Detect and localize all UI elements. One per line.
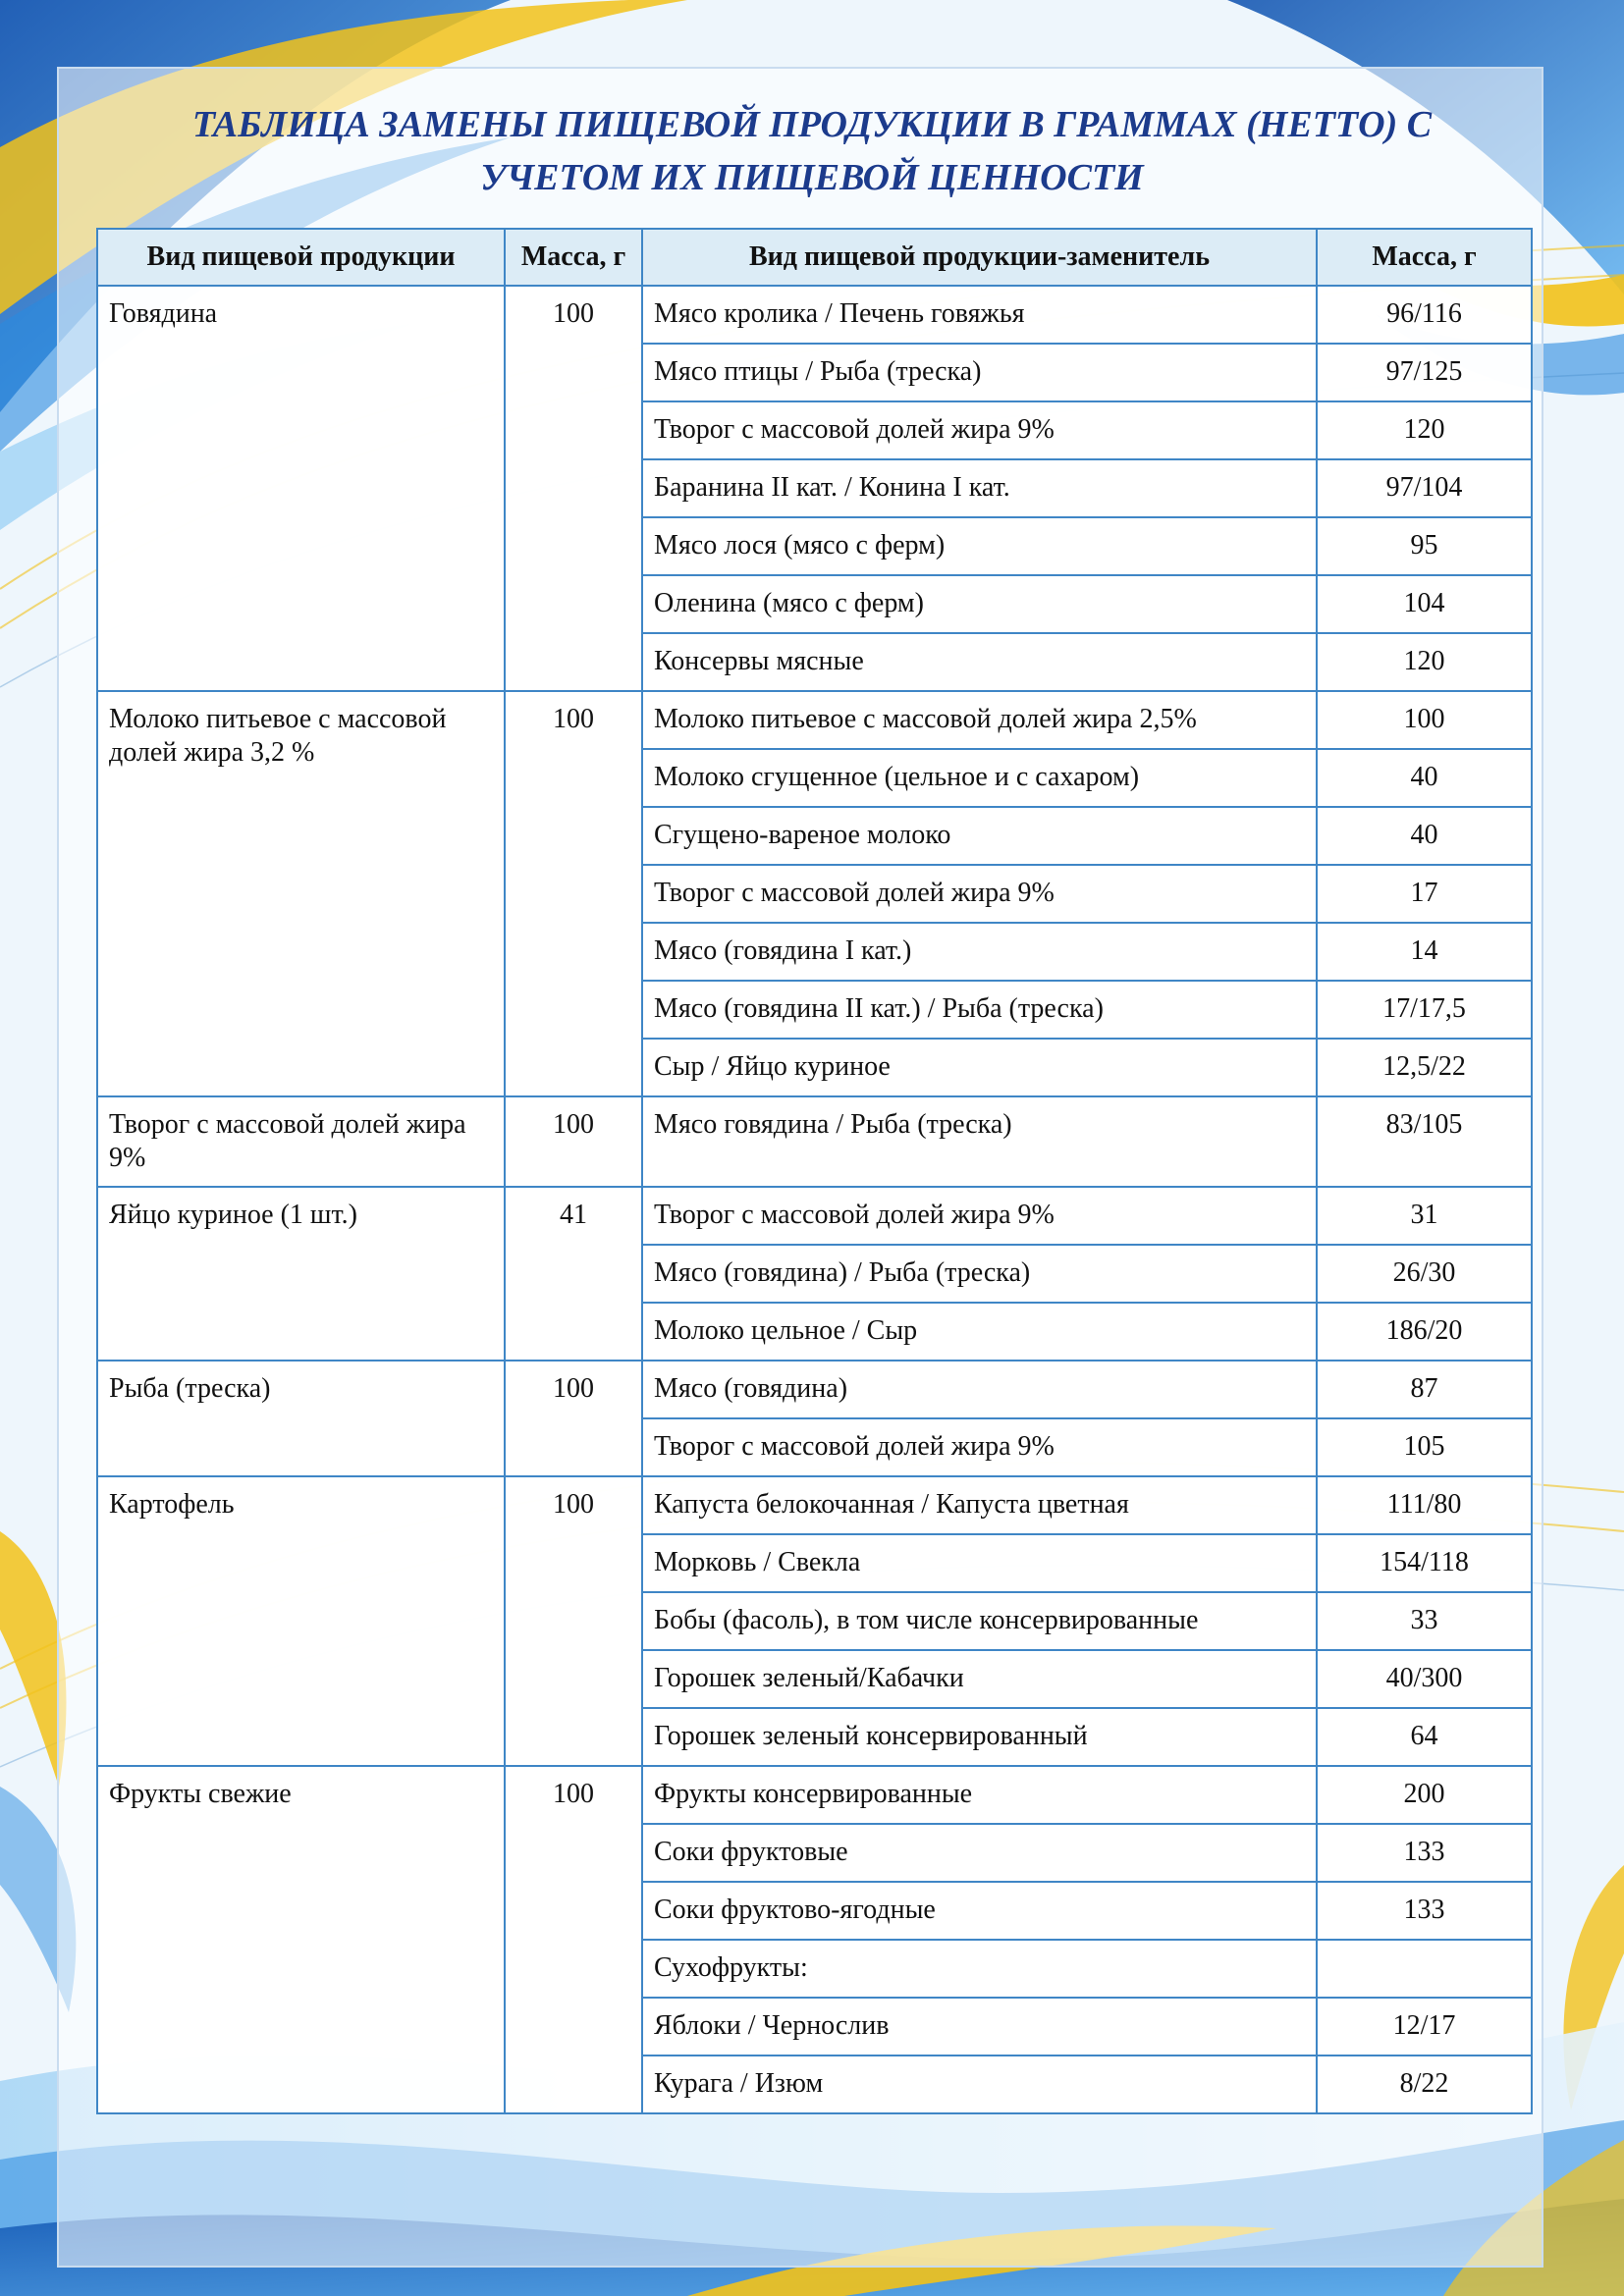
title-line-2: УЧЕТОМ ИХ ПИЩЕВОЙ ЦЕННОСТИ: [480, 157, 1144, 198]
substitute-mass-cell: 111/80: [1317, 1476, 1532, 1534]
substitute-name-cell: Молоко сгущенное (цельное и с сахаром): [642, 749, 1317, 807]
substitute-name-cell: Баранина II кат. / Конина I кат.: [642, 459, 1317, 517]
substitute-mass-cell: 120: [1317, 401, 1532, 459]
substitute-mass-cell: 31: [1317, 1187, 1532, 1245]
product-cell: Молоко питьевое с массовой долей жира 3,2 %: [97, 691, 505, 1096]
substitute-mass-cell: 26/30: [1317, 1245, 1532, 1303]
substitute-name-cell: Сгущено-вареное молоко: [642, 807, 1317, 865]
substitute-mass-cell: 40: [1317, 807, 1532, 865]
page-title: [98, 98, 1526, 204]
product-mass-cell: 41: [505, 1187, 642, 1361]
substitute-name-cell: Молоко цельное / Сыр: [642, 1303, 1317, 1361]
substitute-name-cell: Консервы мясные: [642, 633, 1317, 691]
substitute-name-cell: Мясо (говядина): [642, 1361, 1317, 1418]
substitute-name-cell: Бобы (фасоль), в том числе консервированные: [642, 1592, 1317, 1650]
product-mass-cell: 100: [505, 1096, 642, 1187]
product-mass-cell: 100: [505, 1361, 642, 1476]
substitute-name-cell: Творог с массовой долей жира 9%: [642, 1187, 1317, 1245]
substitute-name-cell: Горошек зеленый консервированный: [642, 1708, 1317, 1766]
substitute-name-cell: Оленина (мясо с ферм): [642, 575, 1317, 633]
substitute-mass-cell: 64: [1317, 1708, 1532, 1766]
title-line-1: ТАБЛИЦА ЗАМЕНЫ ПИЩЕВОЙ ПРОДУКЦИИ В ГРАММАХ (НЕТТО) С: [191, 104, 1433, 145]
substitute-name-cell: Мясо лося (мясо с ферм): [642, 517, 1317, 575]
table-row: [97, 1361, 1532, 1418]
header-substitute-mass: Масса, г: [1317, 229, 1532, 286]
substitute-mass-cell: 104: [1317, 575, 1532, 633]
substitute-name-cell: Творог с массовой долей жира 9%: [642, 401, 1317, 459]
table-row: [97, 1096, 1532, 1187]
substitute-mass-cell: 17/17,5: [1317, 981, 1532, 1039]
substitute-name-cell: Горошек зеленый/Кабачки: [642, 1650, 1317, 1708]
substitute-mass-cell: 96/116: [1317, 286, 1532, 344]
substitute-mass-cell: 154/118: [1317, 1534, 1532, 1592]
substitute-mass-cell: 200: [1317, 1766, 1532, 1824]
product-cell: Фрукты свежие: [97, 1766, 505, 2113]
substitute-name-cell: Сухофрукты:: [642, 1940, 1317, 1998]
substitute-mass-cell: 12,5/22: [1317, 1039, 1532, 1096]
substitution-table: [96, 228, 1533, 2114]
substitute-mass-cell: 8/22: [1317, 2056, 1532, 2113]
substitute-mass-cell: 100: [1317, 691, 1532, 749]
substitute-name-cell: Сыр / Яйцо куриное: [642, 1039, 1317, 1096]
product-cell: Яйцо куриное (1 шт.): [97, 1187, 505, 1361]
substitute-mass-cell: 40/300: [1317, 1650, 1532, 1708]
substitute-mass-cell: 33: [1317, 1592, 1532, 1650]
substitute-mass-cell: 17: [1317, 865, 1532, 923]
table-row: [97, 691, 1532, 749]
substitute-name-cell: Курага / Изюм: [642, 2056, 1317, 2113]
substitute-mass-cell: 133: [1317, 1882, 1532, 1940]
product-mass-cell: 100: [505, 286, 642, 691]
table-header-row: [97, 229, 1532, 286]
substitute-name-cell: Соки фруктово-ягодные: [642, 1882, 1317, 1940]
substitute-mass-cell: 83/105: [1317, 1096, 1532, 1187]
substitute-name-cell: Соки фруктовые: [642, 1824, 1317, 1882]
substitute-mass-cell: 95: [1317, 517, 1532, 575]
product-mass-cell: 100: [505, 1766, 642, 2113]
table-row: [97, 286, 1532, 344]
substitute-mass-cell: 14: [1317, 923, 1532, 981]
table-row: [97, 1766, 1532, 1824]
substitute-mass-cell: 105: [1317, 1418, 1532, 1476]
substitute-name-cell: Мясо (говядина) / Рыба (треска): [642, 1245, 1317, 1303]
substitute-name-cell: Молоко питьевое с массовой долей жира 2,5%: [642, 691, 1317, 749]
substitute-name-cell: Творог с массовой долей жира 9%: [642, 865, 1317, 923]
substitute-mass-cell: 87: [1317, 1361, 1532, 1418]
product-cell: Картофель: [97, 1476, 505, 1766]
table-row: [97, 1476, 1532, 1534]
substitute-mass-cell: 12/17: [1317, 1998, 1532, 2056]
substitute-mass-cell: 97/104: [1317, 459, 1532, 517]
substitution-table-container: [96, 228, 1531, 2114]
product-cell: Говядина: [97, 286, 505, 691]
substitute-mass-cell: 40: [1317, 749, 1532, 807]
header-substitute: Вид пищевой продукции-заменитель: [642, 229, 1317, 286]
product-cell: Творог с массовой долей жира 9%: [97, 1096, 505, 1187]
product-cell: Рыба (треска): [97, 1361, 505, 1476]
substitute-mass-cell: 97/125: [1317, 344, 1532, 401]
substitute-mass-cell: [1317, 1940, 1532, 1998]
substitute-name-cell: Фрукты консервированные: [642, 1766, 1317, 1824]
substitute-name-cell: Яблоки / Чернослив: [642, 1998, 1317, 2056]
substitute-name-cell: Творог с массовой долей жира 9%: [642, 1418, 1317, 1476]
substitute-name-cell: Капуста белокочанная / Капуста цветная: [642, 1476, 1317, 1534]
substitute-mass-cell: 120: [1317, 633, 1532, 691]
header-mass: Масса, г: [505, 229, 642, 286]
substitute-name-cell: Мясо (говядина I кат.): [642, 923, 1317, 981]
substitute-name-cell: Мясо кролика / Печень говяжья: [642, 286, 1317, 344]
table-row: [97, 1187, 1532, 1245]
header-product: Вид пищевой продукции: [97, 229, 505, 286]
product-mass-cell: 100: [505, 1476, 642, 1766]
substitute-name-cell: Мясо (говядина II кат.) / Рыба (треска): [642, 981, 1317, 1039]
substitute-name-cell: Морковь / Свекла: [642, 1534, 1317, 1592]
substitute-name-cell: Мясо птицы / Рыба (треска): [642, 344, 1317, 401]
substitute-mass-cell: 186/20: [1317, 1303, 1532, 1361]
table-body: [97, 286, 1532, 2113]
substitute-mass-cell: 133: [1317, 1824, 1532, 1882]
substitute-name-cell: Мясо говядина / Рыба (треска): [642, 1096, 1317, 1187]
product-mass-cell: 100: [505, 691, 642, 1096]
